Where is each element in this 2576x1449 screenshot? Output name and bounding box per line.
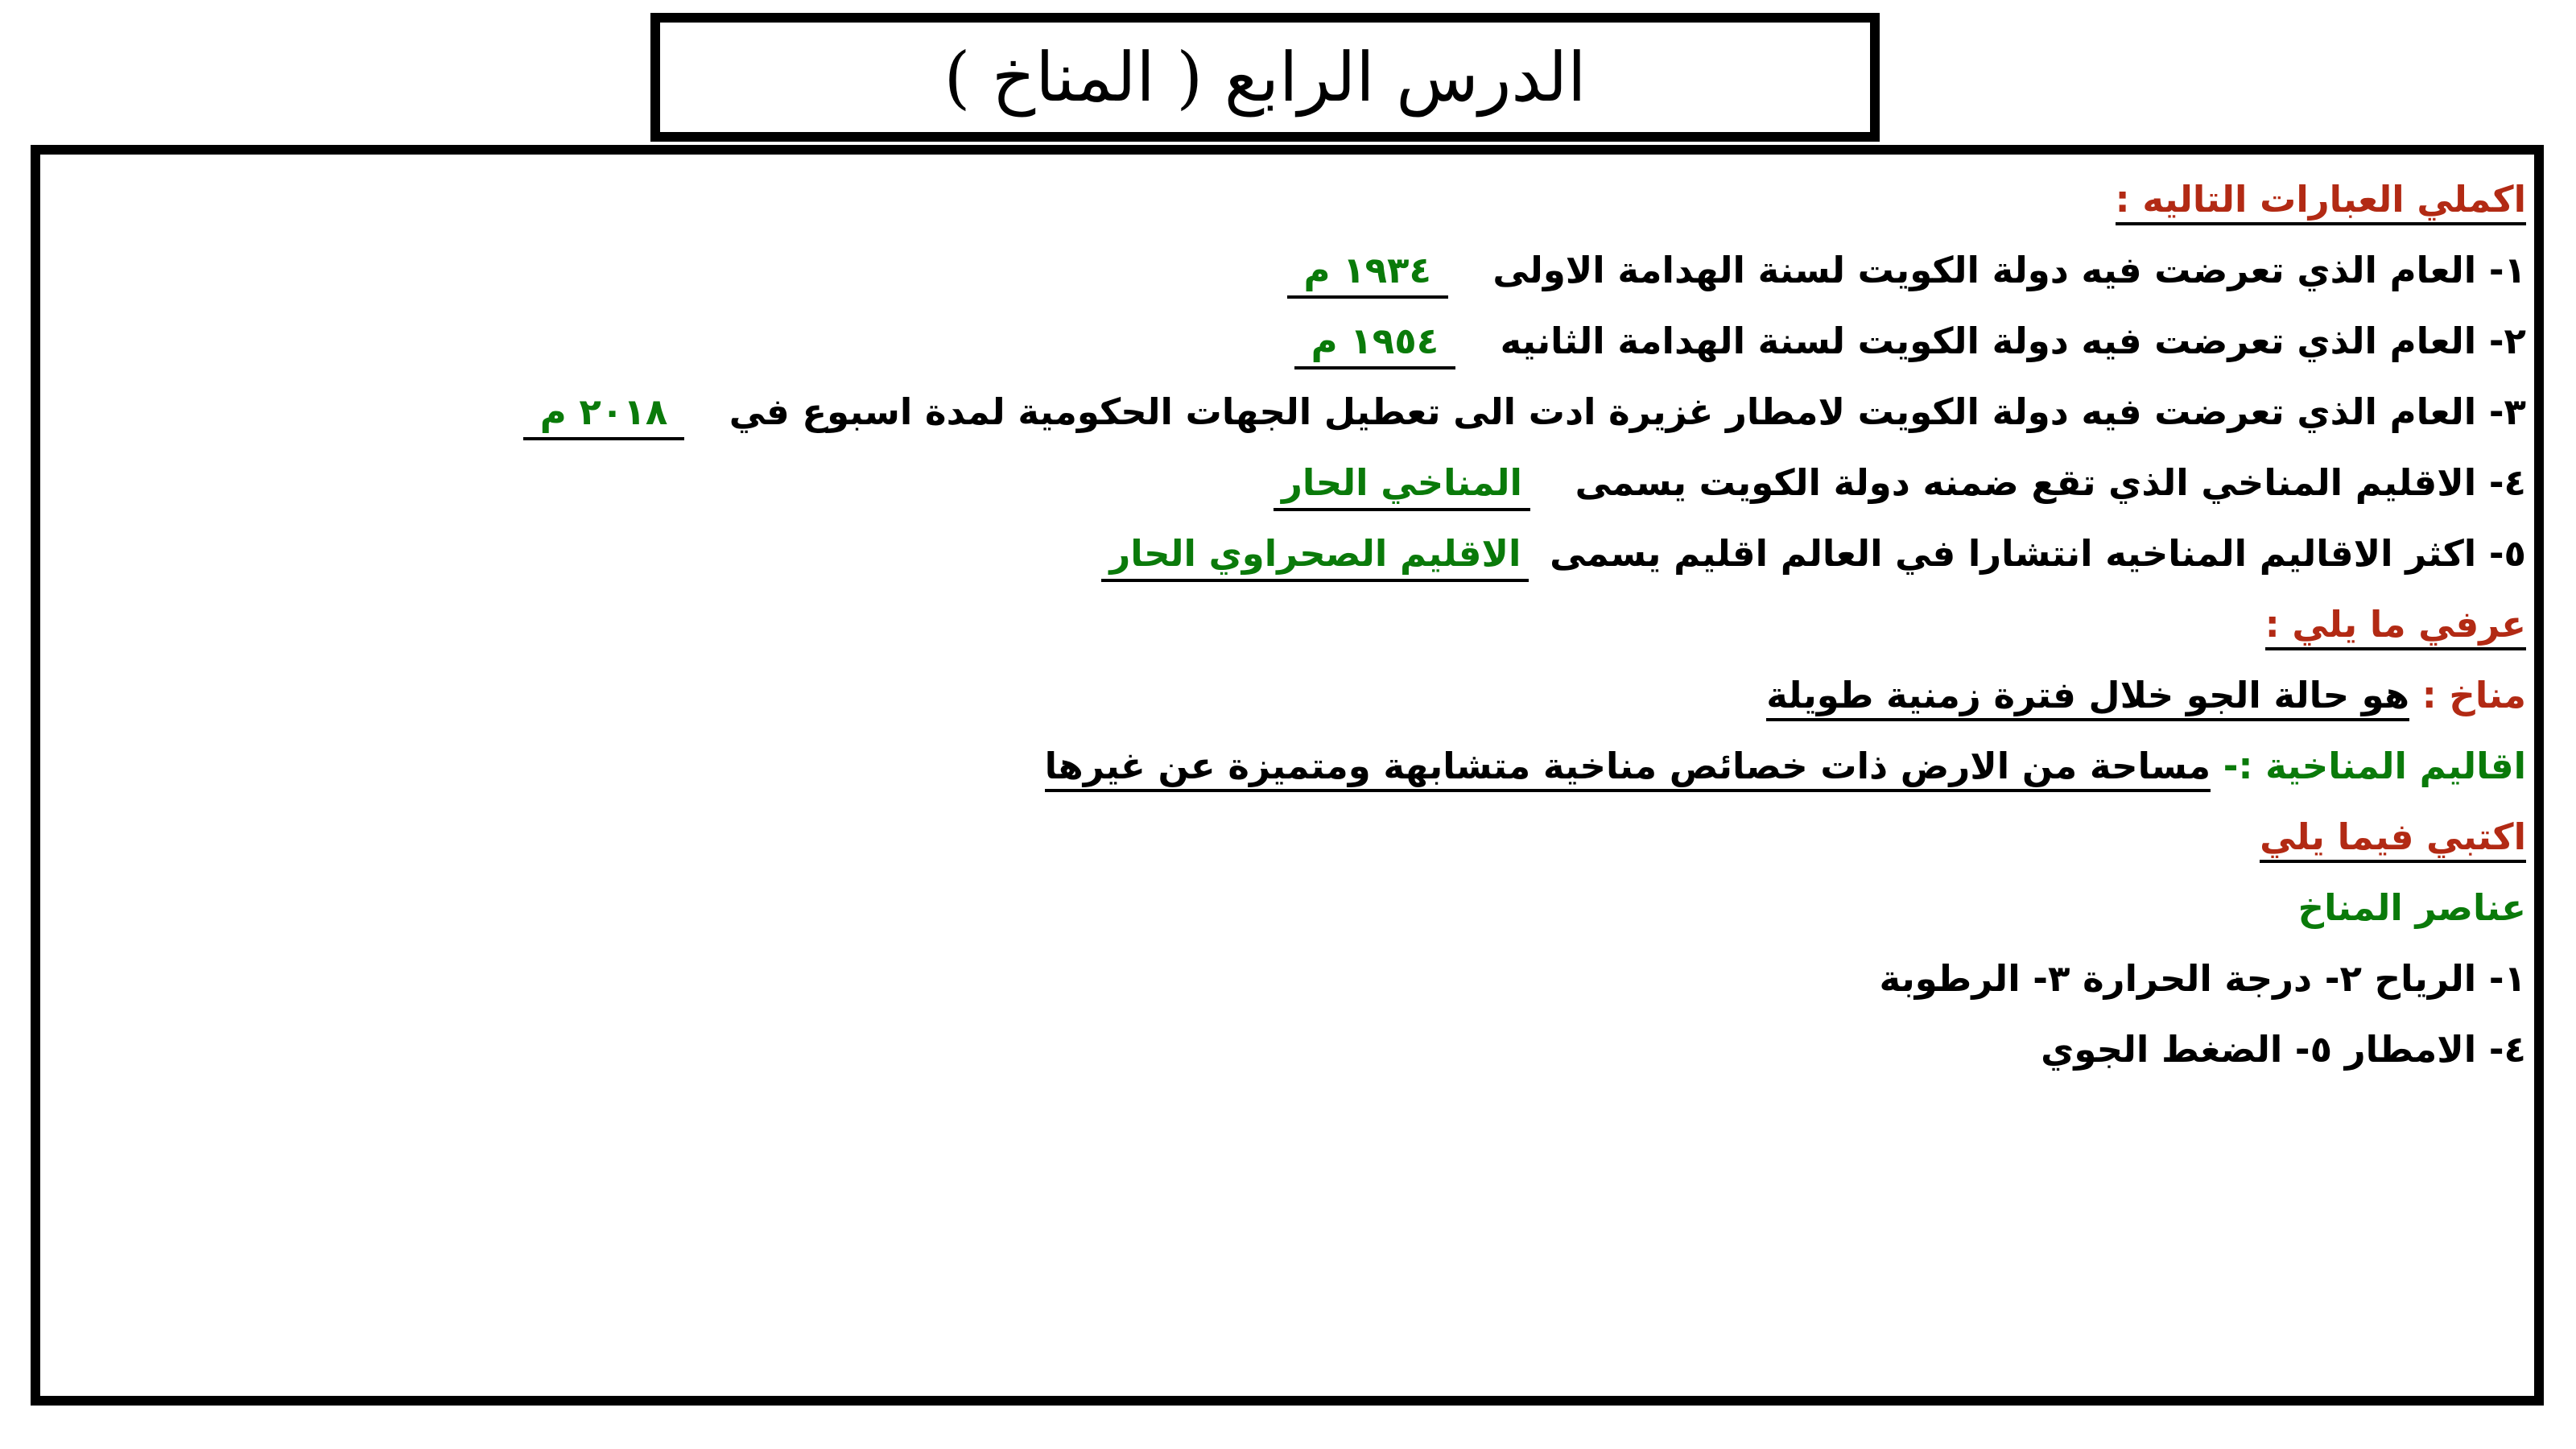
lesson-title-text: الدرس الرابع ( المناخ ) <box>943 38 1587 117</box>
question-text: ٥- اكثر الاقاليم المناخيه انتشارا في العالم اقليم يسمى <box>1550 532 2526 575</box>
answer-field: ٢٠١٨ م <box>523 387 684 440</box>
question-text: ٤- الاقليم المناخي الذي تقع ضمنه دولة الكويت يسمى <box>1575 461 2526 504</box>
question-1 <box>48 235 2526 306</box>
answer-field: ١٩٣٤ م <box>1287 246 1448 299</box>
lesson-title <box>650 13 1880 142</box>
section-define-heading: عرفي ما يلي : <box>48 589 2526 660</box>
definition-climate <box>48 660 2526 731</box>
answer-field: المناخي الحار <box>1274 458 1530 511</box>
section-write-heading: اكتبي فيما يلي <box>48 802 2526 873</box>
definition-regions <box>48 731 2526 802</box>
climate-elements-line-1: ١- الرياح ٢- درجة الحرارة ٣- الرطوبة <box>1879 957 2526 1000</box>
question-5 <box>48 518 2526 589</box>
worksheet-content <box>48 164 2526 1085</box>
section-complete-heading: اكملي العبارات التاليه : <box>48 164 2526 235</box>
definition-term: مناخ : <box>2421 674 2526 716</box>
climate-elements-heading: عناصر المناخ <box>2297 886 2526 929</box>
question-text: ١- العام الذي تعرضت فيه دولة الكويت لسنة الهدامة الاولى <box>1492 249 2526 291</box>
answer-field: ١٩٥٤ م <box>1294 316 1455 369</box>
question-text: ٢- العام الذي تعرضت فيه دولة الكويت لسنة الهدامة الثانيه <box>1500 320 2526 362</box>
question-4 <box>48 448 2526 518</box>
question-2 <box>48 306 2526 377</box>
answer-field: الاقليم الصحراوي الحار <box>1101 529 1529 582</box>
question-3 <box>48 377 2526 448</box>
definition-text: هو حالة الجو خلال فترة زمنية طويلة <box>1766 674 2409 721</box>
definition-text: مساحة من الارض ذات خصائص مناخية متشابهة ومتميزة عن غيرها <box>1045 745 2211 792</box>
climate-elements-line-2: ٤- الامطار ٥- الضغط الجوي <box>2041 1028 2526 1071</box>
question-text: ٣- العام الذي تعرضت فيه دولة الكويت لامطار غزيرة ادت الى تعطيل الجهات الحكومية لمدة اسبوع في <box>729 390 2526 433</box>
definition-term: اقاليم المناخية :- <box>2223 745 2526 787</box>
